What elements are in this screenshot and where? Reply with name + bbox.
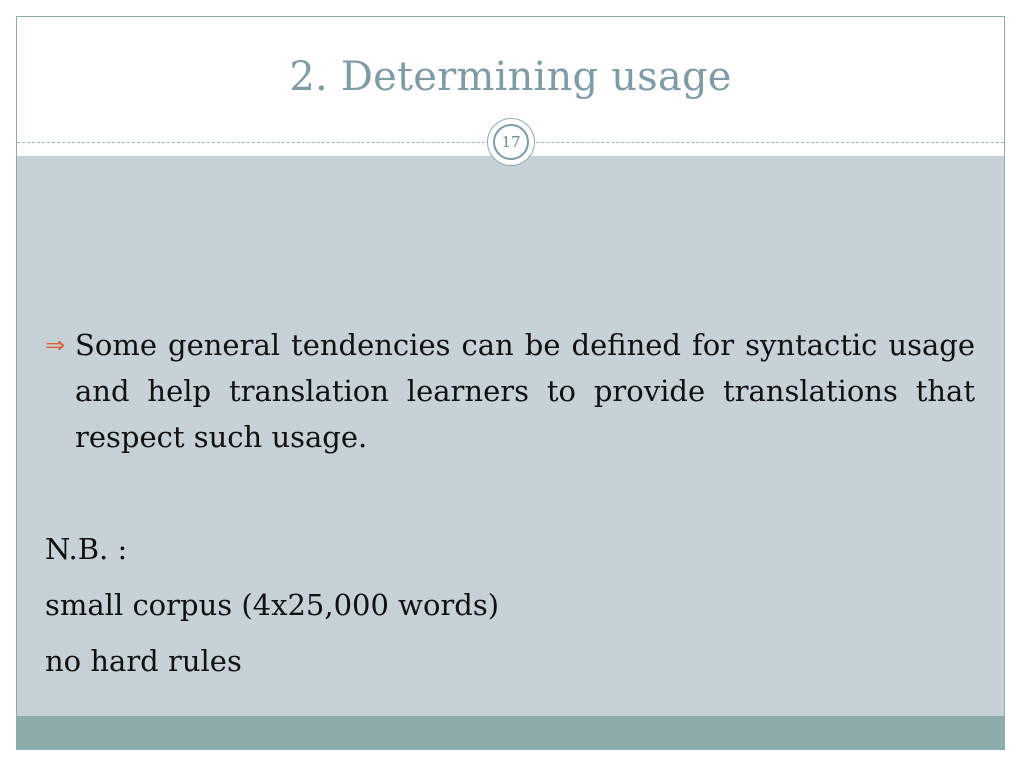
notes-list xyxy=(45,521,499,689)
slide xyxy=(16,16,1005,750)
note-item: small corpus (4x25,000 words) xyxy=(45,588,500,622)
slide-content-area xyxy=(17,156,1004,716)
page-number-badge xyxy=(487,118,535,166)
page-number: 17 xyxy=(493,124,529,160)
footer-band xyxy=(17,716,1004,750)
note-item: no hard rules xyxy=(45,644,242,678)
notes-heading: N.B. : xyxy=(45,532,128,566)
slide-title: 2. Determining usage xyxy=(289,54,732,100)
bullet-text: Some general tendencies can be defined for syntactic usage and help translation learners to provide translations that respect such usage. xyxy=(75,328,975,454)
double-arrow-right-icon: ⇒ xyxy=(45,331,66,359)
